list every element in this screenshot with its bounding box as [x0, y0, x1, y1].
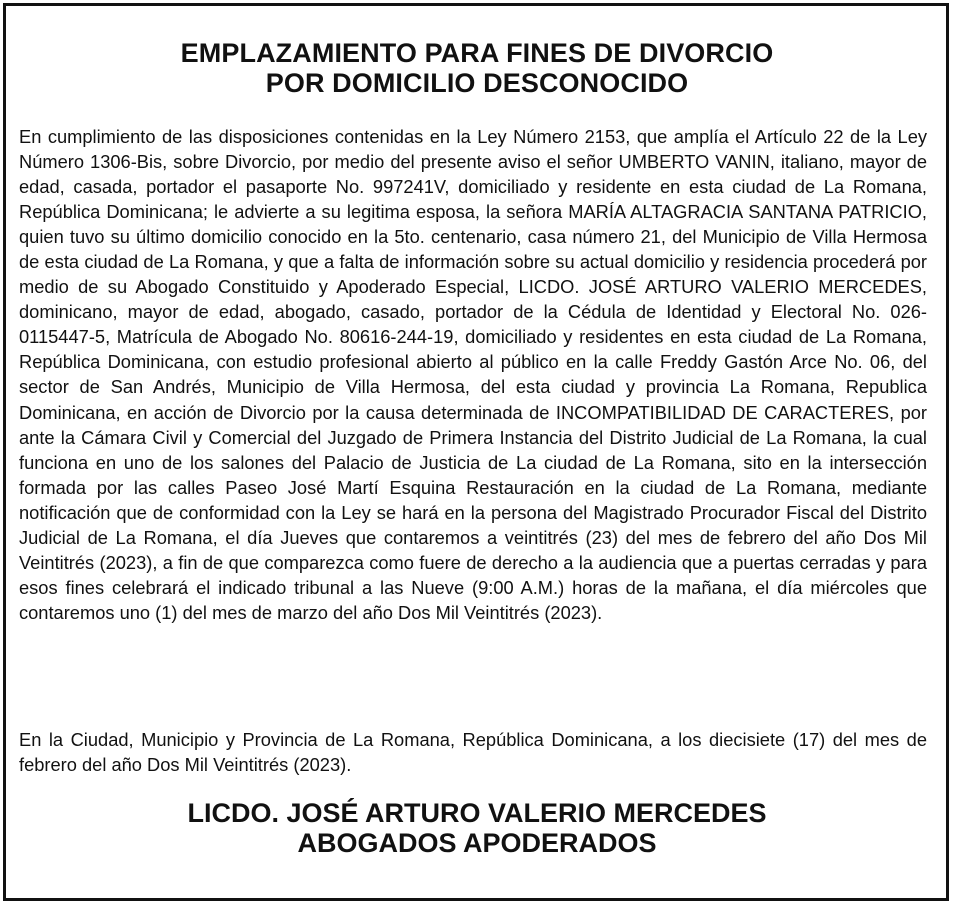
closing-paragraph: En la Ciudad, Municipio y Provincia de La Romana, República Dominicana, a los diecisiete (17) del mes de febrero del año Dos Mil Veintitrés (2023). — [19, 729, 927, 776]
signature-block — [0, 798, 954, 858]
title-line-2: POR DOMICILIO DESCONOCIDO — [265, 68, 689, 98]
notice-title — [0, 38, 954, 98]
title-line-1: EMPLAZAMIENTO PARA FINES DE DIVORCIO — [180, 38, 774, 68]
main-paragraph: En cumplimiento de las disposiciones contenidas en la Ley Número 2153, que amplía el Artículo 22 de la Ley Número 1306-Bis, sobre Divorcio, por medio del presente aviso el señor UMBERTO VANIN, italiano, mayor de edad, casada, portador el pasaporte No. 997241V, domiciliado y residente en esta ciudad de La Romana, República Dominicana; le advierte a su legitima esposa, la señora MARÍA ALTAGRACIA SANTANA PATRICIO, quien tuvo su último domicilio conocido en la 5to. centenario, casa número 21, del Municipio de Villa Hermosa de esta ciudad de La Romana, y que a falta de información sobre su actual domicilio y residencia procederá por medio de su Abogado Constituido y Apoderado Especial, LICDO. JOSÉ ARTURO VALERIO MERCEDES, dominicano, mayor de edad, abogado, casado, portador de la Cédula de Identidad y Electoral No. 026-0115447-5, Matrícula de Abogado No. 80616-244-19, domiciliado y residentes en esta ciudad de La Romana, República Dominicana, con estudio profesional abierto al público en la calle Freddy Gastón Arce No. 06, del sector de San Andrés, Municipio de Villa Hermosa, del esta ciudad y provincia La Romana, Republica Dominicana, en acción de Divorcio por la causa determinada de INCOMPATIBILIDAD DE CARACTERES, por ante la Cámara Civil y Comercial del Juzgado de Primera Instancia del Distrito Judicial de La Romana, la cual funciona en uno de los salones del Palacio de Justicia de La ciudad de La Romana, sito en la intersección formada por las calles Paseo José Martí Esquina Restauración en la ciudad de La Romana, mediante notificación que de conformidad con la Ley se hará en la persona del Magistrado Procurador Fiscal del Distrito Judicial de La Romana, el día Jueves que contaremos a veintitrés (23) del mes de febrero del año Dos Mil Veintitrés (2023), a fin de que comparezca como fuere de derecho a la audiencia que a puertas cerradas y para esos fines celebrará el indicado tribunal a las Nueve (9:00 A.M.) horas de la mañana, el día miércoles que contaremos uno (1) del mes de marzo del año Dos Mil Veintitrés (2023). — [19, 126, 927, 623]
signature-role: ABOGADOS APODERADOS — [297, 828, 657, 858]
signature-name: LICDO. JOSÉ ARTURO VALERIO MERCEDES — [187, 798, 767, 828]
